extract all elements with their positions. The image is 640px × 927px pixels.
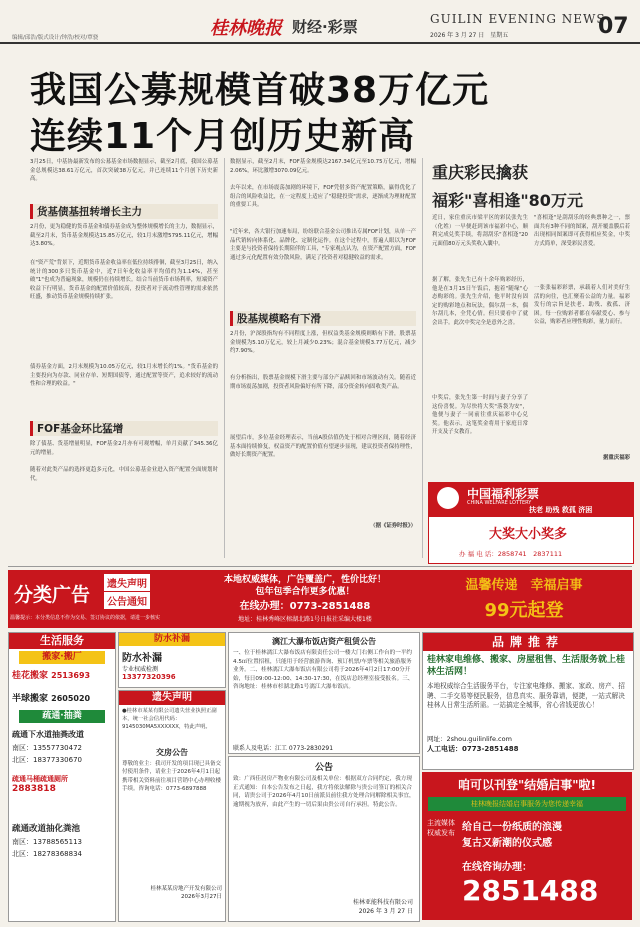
- drain-ad-title: 疏通下水道抽粪改道: [12, 730, 84, 739]
- paragraph: 中奖后，张先生第一时间与妻子分享了这份喜悦。为尽快将大奖"落袋为安"，他便与妻子一同前往重庆福彩中心兑奖。他表示，这笔奖金将用于家庭日常开支及子女教育。: [432, 395, 528, 436]
- announcement-box: [228, 756, 420, 922]
- toilet-ad-name: 疏通马桶疏通厕所: [12, 775, 68, 783]
- banner-right-2: 99元起登: [484, 600, 564, 621]
- lottery-column-1: [432, 214, 528, 476]
- announcement-title: 公告: [314, 763, 333, 773]
- brand-title: 品牌推荐: [423, 633, 633, 651]
- waterproof-note: 专业权威检测: [122, 666, 159, 673]
- waterproof-ad: 防水补漏: [122, 653, 162, 664]
- announcement-date: 2026 年 3 月 27 日: [358, 908, 413, 915]
- lottery-ad-en: CHINA WELFARE LOTTERY: [467, 500, 532, 506]
- classifieds-banner: [8, 570, 632, 628]
- announcement-sign: 桂林亚能科技有限公司: [352, 899, 413, 906]
- lost-notice-box: [118, 690, 226, 922]
- toilet-ad-phone: 2883818: [12, 784, 56, 794]
- wedding-ad-side: 主流媒体 权威发布: [427, 819, 455, 837]
- lottery-ad-product: 大奖大小奖多: [489, 527, 568, 542]
- paragraph: 债券基金方面，2月末规模为10.05万亿元，较1月末增长约1%。"货币基金的主要投向为存款、同业存单、短期国债等，通过配置等资产，追求较好的流动性和合理的收益。": [30, 364, 218, 388]
- rent-notice-contact: 联系人及电话：江工 0773-2830291: [233, 745, 334, 752]
- brand-text: 本地权威综合生活服务平台，专注家电维修、搬家、家政、房产、招聘、二手交易等便民服务，信息真实、服务靠谱，便捷，一站式解决桂林人日常生活所需。一站搞定全城事，省心省钱更放心！: [427, 682, 625, 710]
- paragraph: 有分析指出，股票基金规模下滑主要与部分产品赎回和市场波动有关。随着近期市场震荡加剧，投资者风险偏好有所下降，部分资金转向固收类产品。: [230, 375, 416, 390]
- lottery-title-1: 重庆彩民擒获: [432, 163, 529, 182]
- article-source: （据《证券时报》）: [370, 523, 416, 529]
- moving-ad-2-phone: 2605020: [51, 694, 91, 703]
- english-name: GUILIN EVENING NEWS: [430, 12, 606, 26]
- moving-ad-1: [9, 666, 115, 683]
- subheading: FOF基金环比猛增: [30, 421, 218, 436]
- banner-item-notice: 公告通知: [104, 592, 150, 609]
- banner-phone: 在线办理：0773-2851488: [239, 601, 371, 612]
- brand-headline: 桂林家电维修、搬家、房屋租售、生活服务就上桂林生活网！: [427, 655, 626, 677]
- wedding-ad: [422, 772, 632, 920]
- welfare-lottery-ad: [428, 482, 634, 564]
- paragraph: "喜相逢"是刮刮乐的经典票种之一，票面共有3种不同的图案，刮开覆盖膜后若出现相同图案即可获得相应奖金，中奖方式简单，深受彩民喜爱。: [534, 215, 630, 247]
- drain-south-phone: 南区：13557730472: [12, 744, 82, 752]
- moving-ad-2: [9, 683, 115, 706]
- septic-south-phone: 南区：13788565113: [12, 838, 82, 846]
- lottery-ad-logo: 中国福利彩票: [467, 487, 540, 501]
- lottery-source: 据重庆福彩: [603, 455, 630, 461]
- septic-ad-title: 疏通改道抽化粪池: [12, 824, 81, 834]
- handover-notice-sign: 桂林某某房地产开发有限公司: [150, 886, 222, 892]
- lottery-title-2: 福彩"喜相逢"80万元: [432, 191, 583, 210]
- wedding-ad-phone-label: 在线咨询办理：: [462, 862, 532, 873]
- headline-line1: 我国公募规模首破38万亿元: [30, 70, 490, 111]
- drain-subtitle: 疏通·抽粪: [19, 710, 105, 723]
- lost-title: 遗失声明: [119, 691, 225, 705]
- waterproof-box: [118, 632, 226, 688]
- classifieds-title: 分类广告: [14, 584, 91, 606]
- waterproof-title: 防水补漏: [119, 633, 225, 646]
- subheading: 货基债基扭转增长主力: [30, 204, 218, 219]
- paragraph: 2月份，更为稳健的货币基金和债券基金成为整体规模增长的主力，数据显示，截至2月末，货币基金规模达15.85万亿元，较1月末激增5795.11亿元，增幅达3.80%。: [30, 224, 218, 248]
- banner-note: 温馨提示：本分类信息不作为交易、签订协议的依据，请进一步核实: [10, 615, 161, 621]
- drain-north-phone: 北区：18377330670: [12, 756, 82, 764]
- article-column-1: [30, 158, 218, 563]
- septic-north-phone: 北区：18278368834: [12, 850, 82, 858]
- paragraph: 展望后市，多位基金经理表示，当前A股估值仍处于相对合理区间，随着经济基本面持续修复，权益资产的配置价值有望逐步显现，建议投资者保持理性，做好长期资产配置。: [230, 435, 416, 459]
- rent-notice-box: [228, 632, 420, 754]
- lottery-ad-hotline: 办 福 电 话：2858741 2837111: [459, 550, 563, 558]
- banner-right-1: 温馨传递 幸福启事: [465, 578, 583, 593]
- lottery-logo-icon: [437, 487, 459, 509]
- announcement-text: 致：广西佳居房产物业有限公司及相关单位：根据双方合同约定，我方现正式通知：自本公告发布之日起，我方将依法解除与贵公司签订的相关合同，请贵公司于2026年4月10日前派员前往我方处理合同解除相关事宜，逾期视为放弃，由此产生的一切后果由贵公司自行承担。特此公告。: [233, 776, 415, 808]
- section-name: 财经·彩票: [292, 18, 358, 36]
- paragraph: 2月份，沪深股指均有不同程度上涨，但权益类基金规模则略有下滑，股票基金规模为5.10万亿元，较上月减少0.23%；混合基金规模3.77万亿元，减少约7.90%。: [230, 331, 416, 355]
- paragraph: 随着对此类产品的选择更趋多元化，中国公募基金业进入资产配置全面规划时代。: [30, 467, 218, 482]
- column-divider: [422, 158, 423, 558]
- editor-credits: 编辑/邱浩/版式设计/钟浩/校对/覃骁: [12, 35, 99, 41]
- lost-text: ●桂林市某某有限公司遗失营业执照正副本，统一社会信用代码：9145030MA5XXXXXX，特此声明。: [122, 708, 217, 730]
- lottery-ad-slogan: 扶老 助残 救孤 济困: [529, 506, 593, 514]
- banner-center-1: 本地权威媒体，广告覆盖广，性价比好！: [223, 575, 386, 585]
- paragraph: 据了解，张先生已有十余年购彩经历，他是在3月15日午饭后，抱着"随缘"心态购彩的。张先生介绍，他平时没有固定的购彩地点和玩法，偶尔刮一本，偶尔刮几本，全凭心情。但只要看中了就会出手。此次中奖完全是意外之喜。: [432, 277, 528, 326]
- headline-line2: 连续11个月创历史新高: [30, 116, 416, 157]
- lottery-ad-header: [429, 483, 633, 517]
- toilet-ad: [9, 766, 115, 796]
- wedding-ad-sub: 桂林晚报结婚启事服务为您传递幸福: [428, 797, 626, 811]
- paragraph: "近年来，各大银行加速布局，纷纷联合基金公司推出专属FOF计划，从单一产品代销转向体系化、品牌化、定制化运作。在这个过程中，普遍人眼以为FOF主要是与投资者保持长期陪伴的工具，"专家观点认为，在资产配置方面，FOF通过多元化配置有效分散风险，满足了投资者对稳健收益的需求。: [230, 229, 416, 261]
- section-divider: [8, 566, 632, 567]
- banner-item-lost: 遗失声明: [104, 574, 150, 591]
- brand-box: [422, 632, 634, 770]
- rent-notice-title: 漓江大瀑布饭店资产租赁公告: [272, 637, 376, 646]
- paragraph: 3月25日，中基协最新发布的公募基金市场数据显示，截至2月底，我国公募基金总规模达38.61万亿元，首次突破38万亿元，并已连续11个月创下历史新高。: [30, 159, 218, 183]
- moving-ad-1-name: 桂花搬家: [12, 671, 49, 681]
- paragraph: 数据显示，截至2月末，FOF基金规模达2167.34亿元至10.75万亿元，增幅2.06%，环比激增3070.09亿元。: [230, 159, 416, 174]
- handover-notice-text: 尊敬的业主：我司开发的项目现已具备交付使用条件，请业主于2026年4月1日起携带相关资料前往项目营销中心办理收楼手续。咨询电话：0773-6897888: [122, 761, 222, 793]
- wedding-ad-title: 咱可以刊登"结婚启事"啦!: [458, 778, 596, 792]
- column-divider: [224, 158, 225, 558]
- wedding-ad-line2: 复古又新潮的仪式感: [462, 838, 552, 849]
- waterproof-phone: 13377320396: [122, 673, 176, 681]
- article-column-2: [230, 158, 416, 563]
- brand-site: 网址：2shou.guilinlife.com: [427, 735, 512, 743]
- banner-center-2: 包年包季合作更多优惠！: [255, 587, 355, 597]
- life-services-box: [8, 632, 116, 922]
- wedding-ad-phone: 2851488: [462, 874, 599, 907]
- paragraph: 去年以来，在市场震荡加剧的环境下，FOF凭借多资产配置策略，赢得优化了组合的风险收益比，在一定程度上适应了"稳健投资"需求，逐渐成为理财配置的重要工具。: [230, 185, 416, 209]
- lottery-column-2: [534, 214, 630, 476]
- wedding-ad-line1: 给自己一份纸质的浪漫: [462, 822, 562, 833]
- rent-notice-text: 一、位于桂林漓江大瀑布饭店有限责任公司一楼大门右侧工作台的一平约4.5㎡位置招租，只能用于经营旅游咨询、预订机票/车票等相关旅游服务业务。二、桂林漓江大瀑布饭店有限公司将于2026年4月2日17:00分开始，每日09:00-12:00、14:30-17:30，在饭店总经理室接受报名。三、咨询地址：桂林市杉湖北路1号漓江大瀑布饭店。: [233, 650, 414, 691]
- handover-notice-date: 2026年3月27日: [181, 894, 222, 900]
- subheading: 股基规模略有下滑: [230, 311, 416, 326]
- moving-subtitle: 搬家·搬厂: [19, 651, 105, 664]
- banner-address: 地址：桂林秀峰区榕湖北路1号日报社采编大楼1楼: [238, 616, 372, 623]
- issue-date: 2026 年 3 月 27 日 星期五: [430, 32, 509, 39]
- newspaper-logo: 桂林晚报: [210, 18, 282, 39]
- paragraph: 在"资产荒"背景下，近期货币基金收益率在低位持续徘徊，截至3月25日，纳入统计的300多只货币基金中，近7日年化收益率平均值约为1.14%，甚至破"1"也成为普遍现象，规模仍在持续增长。结合当前货币市场利率，短端资产收益下行明显，货币基金的配置价值较高，投资者对于流动性管理的需求依然旺盛，推动货币基金规模持续扩张。: [30, 260, 218, 301]
- life-services-title: 生活服务: [9, 633, 115, 649]
- paragraph: 近日，家住重庆市梁平区的彩民张先生（化姓）一早便赶到该市福彩中心，顺利完成兑奖手续，将刮刮乐"喜相逢"20元面值80万元头奖收入囊中。: [432, 215, 528, 247]
- moving-ad-1-phone: 2513693: [51, 671, 91, 680]
- paragraph: 一张张福彩彩票，承载着人们对美好生活的向往，也汇聚着公益的力量。福彩发行的宗旨是扶老、助残、救孤、济困。每一位购彩者都在奉献爱心、参与公益，购彩者应理性购彩，量力而行。: [534, 285, 630, 326]
- brand-phone: 人工电话：0773-2851488: [427, 745, 519, 753]
- paragraph: 除了债基、货基增量明显，FOF基金2月亦有可观增幅，单月贡献了345.36亿元的增量。: [30, 441, 218, 456]
- handover-notice-title: 交房公告: [156, 748, 188, 757]
- moving-ad-2-name: 半球搬家: [12, 694, 49, 704]
- page-number: 07: [598, 14, 629, 39]
